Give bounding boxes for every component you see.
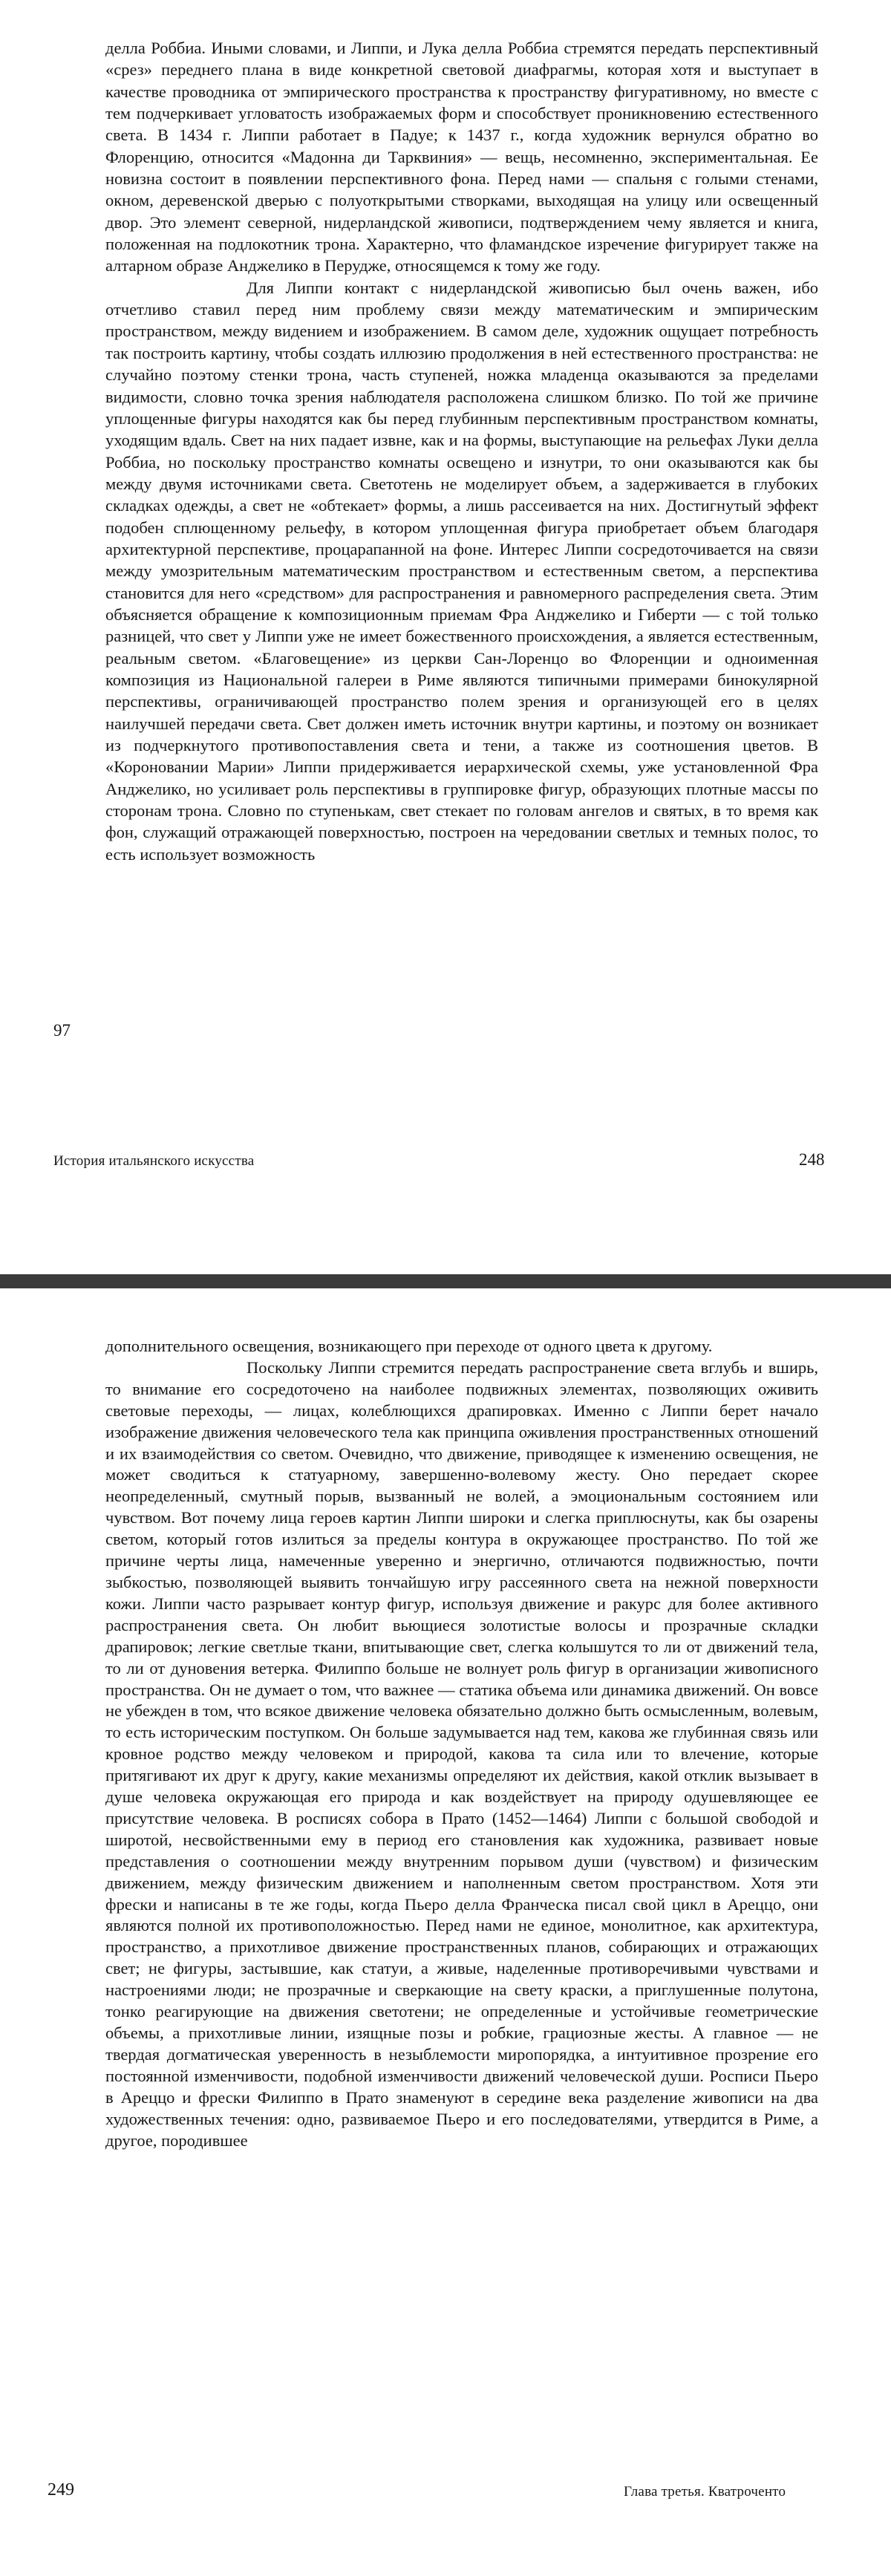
paragraph: Поскольку Липпи стремится передать распространение света вглубь и вширь, то внимание его сосредоточено на наиболее подвижных элементах, позволяющих оживить световые переходы, — лицах, колеблющихся драпировках. Именно с Липпи берет начало изображение движения человеческого тела как принципа оживления пространственных отношений и их взаимодействия со светом. Очевидно, что движение, приводящее к изменению освещения, не может сводиться к статуарному, завершенно-волевому жесту. Оно передает скорее неопределенный, смутный порыв, вызванный не волей, а эмоциональным состоянием или чувством. Вот почему лица героев картин Липпи широки и слегка приплюснуты, как бы озарены светом, который готов излиться за пределы контура в окружающее пространство. По той же причине черты лица, намеченные уверенно и энергично, отличаются подвижностью, почти зыбкостью, позволяющей выявить тончайшую игру рассеянного света на нежной поверхности кожи. Липпи часто разрывает контур фигур, используя движение и ракурс для более активного распространения света. Он любит вьющиеся золотистые волосы и прозрачные складки драпировок; легкие светлые ткани, впитывающие свет, слегка колышутся то ли от движений тела, то ли от дуновения ветерка. Филиппо больше не волнует роль фигур в организации живописного пространства. Он не думает о том, что важнее — статика объема или динамика движений. Он вовсе не убежден в том, что всякое движение человека обязательно должно быть осмысленным, волевым, то есть историческим поступком. Он больше задумывается над тем, какова же глубинная связь или кровное родство между человеком и природой, какова та сила или то влечение, которые притягивают их друг к другу, какие механизмы определяют их действия, какой отклик вызывает в душе человека окружающая его природа и как воздействует на природу одушевляющее ее присутствие человека. В росписях собора в Прато (1452—1464) Липпи с большой свободой и широтой, несвойственными ему в период его становления как художника, развивает новые представления о соотношении между внутренним порывом души (чувством) и физическим движением, между физическим движением и наполненным светом пространством. Хотя эти фрески и написаны в те же годы, когда Пьеро делла Франческа писал свой цикл в Ареццо, они являются полной их противоположностью. Перед нами не единое, монолитное, как архитектура, пространство, а прихотливое движение пространственных планов, собирающих и отражающих свет; не фигуры, застывшие, как статуи, а живые, наделенные противоречивыми чувствами и настроениями люди; не прозрачные и сверкающие на свету краски, а приглушенные полутона, тонко реагирующие на движения светотени; не определенные и устойчивые геометрические объемы, а прихотливые линии, изящные позы и робкие, грациозные жесты. А главное — не твердая догматическая уверенность в незыблемости миропорядка, а интуитивное прозрение его постоянной изменчивости, подобной изменчивости движений человеческой души. Росписи Пьеро в Ареццо и фрески Филиппо в Прато знаменуют в середине века разделение живописи на два художественных течения: одно, развиваемое Пьеро и его последователями, утвердится в Риме, а другое, породившее [105,1357,818,2150]
book-page-248 [0,0,891,1274]
page-divider [0,1274,891,1288]
page-248-body [105,37,818,865]
paragraph: дополнительного освещения, возникающего при переходе от одного цвета к другому. [105,1337,713,1355]
margin-illustration-number: 97 [53,1021,71,1040]
page-249-body [105,1336,818,2151]
running-footer-title: История итальянского искусства [53,1153,255,1169]
paragraph: Для Липпи контакт с нидерландской живописью был очень важен, ибо отчетливо ставил перед ним проблему связи между математическим и эмпирическим пространством, между видением и изображением. В самом деле, художник ощущает потребность так построить картину, чтобы создать иллюзию продолжения в ней естественного пространства: не случайно поэтому стенки трона, часть ступеней, ножка младенца оказываются за пределами видимости, словно точка зрения наблюдателя расположена слишком близко. По той же причине уплощенные фигуры находятся как бы перед глубинным перспективным пространством комнаты, уходящим вдаль. Свет на них падает извне, как и на формы, выступающие на рельефах Луки делла Роббиа, но поскольку пространство комнаты освещено и изнутри, то они оказываются как бы между двумя источниками света. Светотень не моделирует объем, а задерживается в глубоких складках одежды, а свет не «обтекает» формы, а лишь рассеивается на них. Достигнутый эффект подобен сплющенному рельефу, в котором уплощенная фигура приобретает объем благодаря архитектурной перспективе, процарапанной на фоне. Интерес Липпи сосредоточивается на связи между умозрительным математическим пространством и естественным светом, а перспектива становится для него «средством» для распространения и равномерного распределения света. Этим объясняется обращение к композиционным приемам Фра Анджелико и Гиберти — с той только разницей, что свет у Липпи уже не имеет божественного происхождения, а является естественным, реальным светом. «Благовещение» из церкви Сан-Лоренцо во Флоренции и одноименная композиция из Национальной галереи в Риме являются типичными примерами бинокулярной перспективы, ограничивающей пространство полем зрения и организующей его в целях наилучшей передачи света. Свет должен иметь источник внутри картины, и поэтому он возникает из подчеркнутого противопоставления света и тени, а также из соотношения цветов. В «Короновании Марии» Липпи придерживается иерархической схемы, уже установленной Фра Анджелико, но усиливает роль перспективы в группировке фигур, образующих плотные массы по сторонам трона. Словно по ступенькам, свет стекает по головам ангелов и святых, в то время как фон, служащий отражающей поверхностью, построен на чередовании светлых и темных полос, то есть использует возможность [105,278,818,864]
book-page-249 [0,1288,891,2576]
page-number: 249 [48,2480,74,2500]
page-number: 248 [799,1150,825,1169]
running-footer-chapter: Глава третья. Кватроченто [624,2484,786,2500]
paragraph: делла Роббиа. Иными словами, и Липпи, и Лука делла Роббиа стремятся передать перспективный «срез» переднего плана в виде конкретной световой диафрагмы, которая хотя и выступает в качестве проводника от эмпирического пространства к пространству фигуративному, но вместе с тем подчеркивает угловатость изображаемых форм и способствует проникновению естественного света. В 1434 г. Липпи работает в Падуе; к 1437 г., когда художник вернулся обратно во Флоренцию, относится «Мадонна ди Тарквиния» — вещь, несомненно, экспериментальная. Ее новизна состоит в появлении перспективного фона. Перед нами — спальня с голыми стенами, окном, деревенской дверью с полуоткрытыми створками, выходящая на улицу или освещенный двор. Это элемент северной, нидерландской живописи, подтверждением чему является и книга, положенная на подлокотник трона. Характерно, что фламандское изречение фигурирует также на алтарном образе Анджелико в Перудже, относящемся к тому же году. [105,39,818,275]
